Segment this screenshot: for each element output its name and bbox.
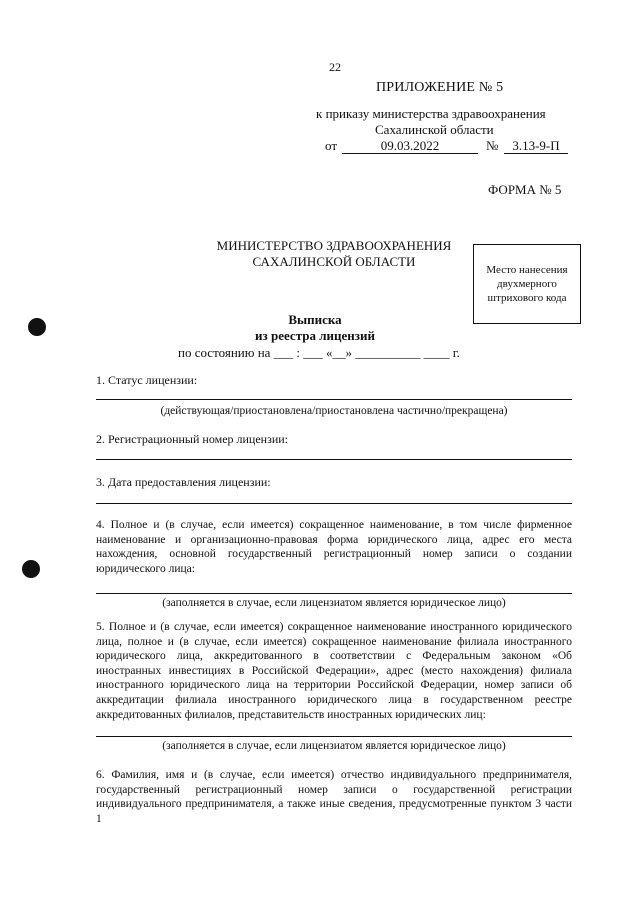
section-3-label: 3. Дата предоставления лицензии: — [96, 475, 271, 489]
order-from-label: от — [325, 138, 338, 153]
section-1-caption: (действующая/приостановлена/приостановлена частично/прекращена) — [160, 405, 508, 417]
section-3-fill-line — [96, 503, 572, 504]
order-number-underline — [504, 153, 568, 154]
form-label: ФОРМА № 5 — [488, 182, 562, 197]
punch-hole-dot-bottom — [22, 560, 40, 578]
page-number: 22 — [329, 60, 341, 74]
appendix-title: ПРИЛОЖЕНИЕ № 5 — [376, 80, 504, 95]
ministry-name — [200, 238, 468, 270]
ministry-line-2: САХАЛИНСКОЙ ОБЛАСТИ — [252, 254, 416, 269]
state-as-of-line: по состоянию на ___ : ___ «__» __________ ____ г. — [178, 345, 460, 360]
document-subtitle: из реестра лицензий — [255, 328, 375, 343]
section-2-label: 2. Регистрационный номер лицензии: — [96, 432, 289, 446]
ministry-line-1: МИНИСТЕРСТВО ЗДРАВООХРАНЕНИЯ — [216, 238, 452, 253]
section-5-text: 5. Полное и (в случае, если имеется) сокращенное наименование иностранного юридического лица, полное и (в случае, если имеется) сокращенное наименование филиала иностранного юридического лица, аккредитованного в соответствии с Федеральным законом «Об иностранных инвестициях в Российской Федерации», адрес (место нахождения) филиала иностранного юридического лица на территории Российской Федерации, номер записи об аккредитации филиала иностранного юридического лица в государственном реестре аккредитованных филиалов, представительств иностранных юридических лиц: — [96, 621, 572, 721]
document-title: Выписка — [288, 312, 342, 327]
order-date: 09.03.2022 — [380, 138, 440, 153]
order-date-underline — [342, 153, 478, 154]
section-4-caption: (заполняется в случае, если лицензиатом является юридическое лицо) — [162, 597, 506, 609]
section-4-fill-line — [96, 593, 572, 594]
punch-hole-dot-top — [28, 318, 46, 336]
section-5-fill-line — [96, 736, 572, 737]
section-6-text: 6. Фамилия, имя и (в случае, если имеется) отчество индивидуального предпринимателя, государственный регистрационный номер записи о государственной регистрации индивидуального предпринимателя, а также иные сведения, предусмотренные пунктом 3 части 1 — [96, 769, 572, 825]
section-2-fill-line — [96, 459, 572, 460]
section-1-fill-line — [96, 399, 572, 400]
section-5-caption: (заполняется в случае, если лицензиатом является юридическое лицо) — [162, 740, 506, 752]
barcode-placeholder-box — [473, 244, 581, 324]
order-number: 3.13-9-П — [512, 138, 560, 153]
order-line-1: к приказу министерства здравоохранения — [316, 106, 546, 121]
order-line-2: Сахалинской области — [375, 122, 494, 137]
barcode-box-text: Место нанесения двухмерного штрихового кода — [486, 264, 568, 304]
section-4-text: 4. Полное и (в случае, если имеется) сокращенное наименование, в том числе фирменное наименование и организационно-правовая форма юридического лица, адрес его места нахождения, основной государственный регистрационный номер записи о создании юридического лица: — [96, 519, 572, 575]
section-1-label: 1. Статус лицензии: — [96, 373, 198, 387]
order-number-label: № — [486, 138, 499, 153]
